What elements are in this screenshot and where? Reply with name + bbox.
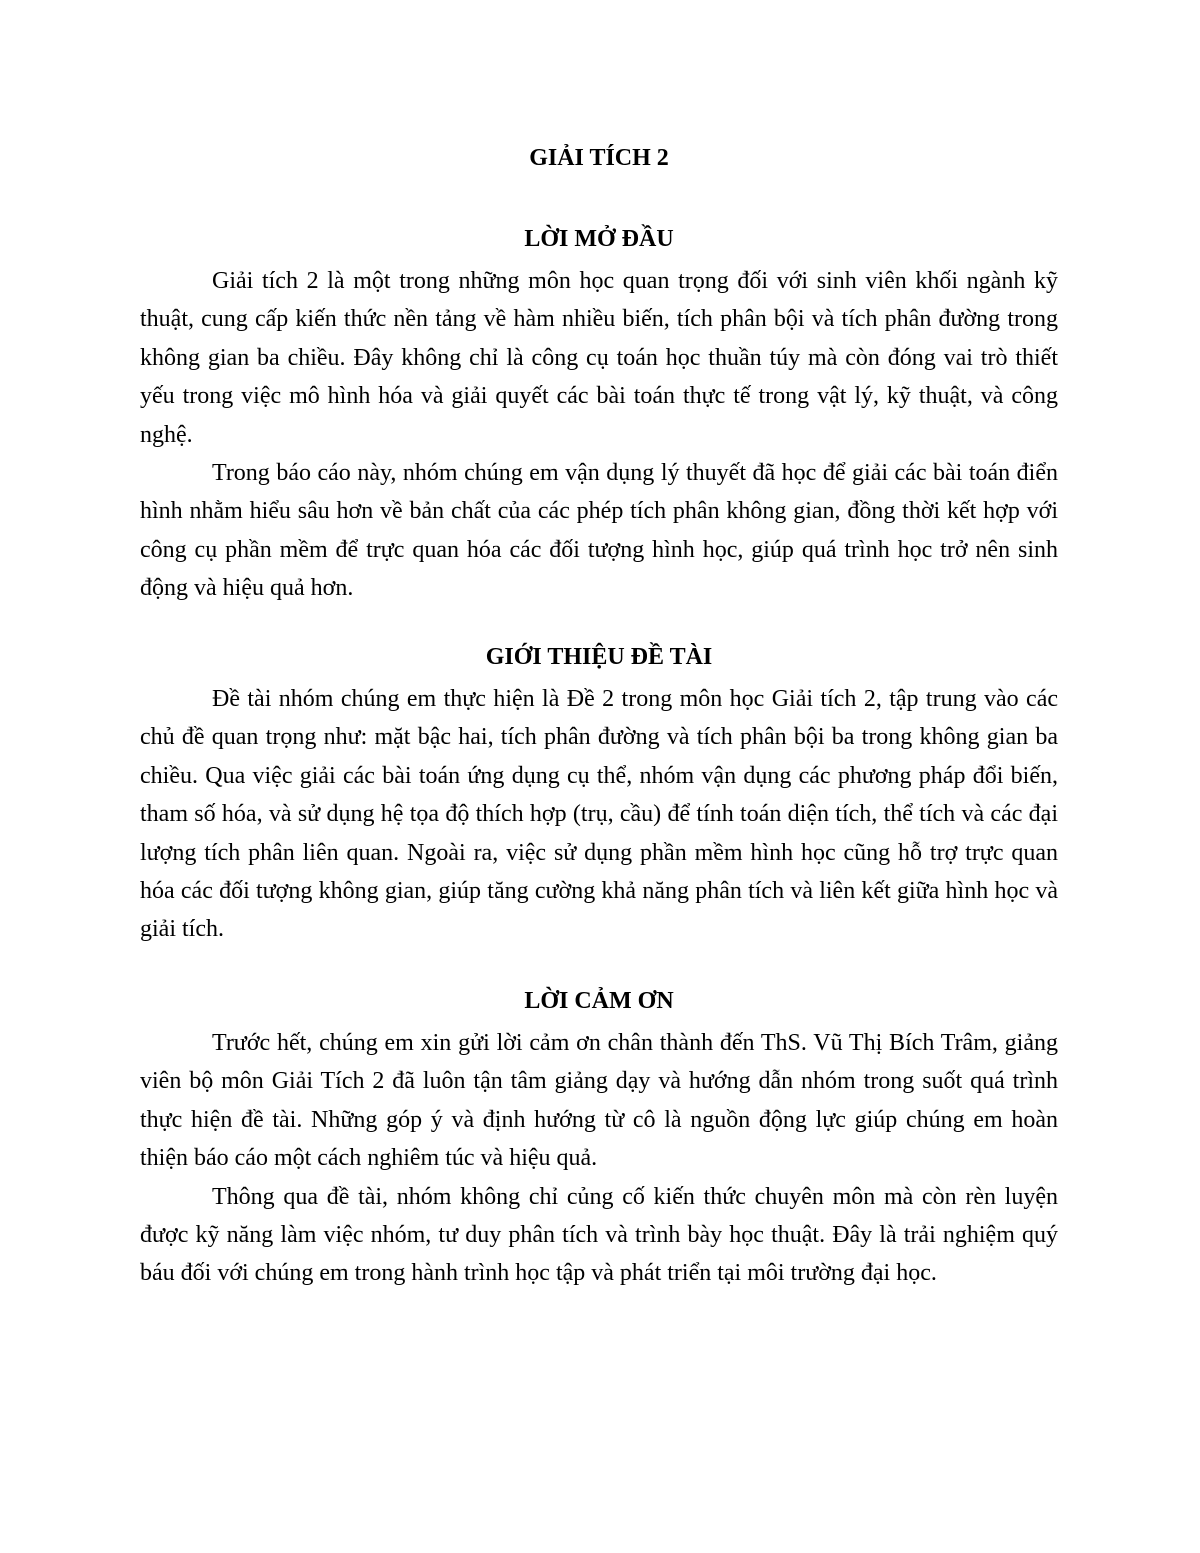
section-heading-topic-overview: GIỚI THIỆU ĐỀ TÀI: [485, 644, 713, 670]
introduction-paragraph-1: Giải tích 2 là một trong những môn học quan trọng đối với sinh viên khối ngành kỹ thuật, cung cấp kiến thức nền tảng về hàm nhiều biến, tích phân bội và tích phân đường trong không gian ba chiều. Đây không chỉ là công cụ toán học thuần túy mà còn đóng vai trò thiết yếu trong việc mô hình hóa và giải quyết các bài toán thực tế trong vật lý, kỹ thuật, và công nghệ.: [140, 268, 1058, 448]
document-title: GIẢI TÍCH 2: [529, 145, 669, 171]
introduction-paragraph-2: Trong báo cáo này, nhóm chúng em vận dụng lý thuyết đã học để giải các bài toán điển hình nhằm hiểu sâu hơn về bản chất của các phép tích phân không gian, đồng thời kết hợp với công cụ phần mềm để trực quan hóa các đối tượng hình học, giúp quá trình học trở nên sinh động và hiệu quả hơn.: [140, 460, 1058, 602]
topic-overview-paragraph-1: Đề tài nhóm chúng em thực hiện là Đề 2 trong môn học Giải tích 2, tập trung vào các chủ đề quan trọng như: mặt bậc hai, tích phân đường và tích phân bội ba trong không gian ba chiều. Qua việc giải các bài toán ứng dụng cụ thể, nhóm vận dụng các phương pháp đổi biến, tham số hóa, và sử dụng hệ tọa độ thích hợp (trụ, cầu) để tính toán diện tích, thể tích và các đại lượng tích phân liên quan. Ngoài ra, việc sử dụng phần mềm hình học cũng hỗ trợ trực quan hóa các đối tượng không gian, giúp tăng cường khả năng phân tích và liên kết giữa hình học và giải tích.: [140, 686, 1058, 943]
acknowledgements-paragraph-2: Thông qua đề tài, nhóm không chỉ củng cố kiến thức chuyên môn mà còn rèn luyện được kỹ năng làm việc nhóm, tư duy phân tích và trình bày học thuật. Đây là trải nghiệm quý báu đối với chúng em trong hành trình học tập và phát triển tại môi trường đại học.: [140, 1183, 1058, 1287]
acknowledgements-paragraph-1: Trước hết, chúng em xin gửi lời cảm ơn chân thành đến ThS. Vũ Thị Bích Trâm, giảng viên bộ môn Giải Tích 2 đã luôn tận tâm giảng dạy và hướng dẫn nhóm trong suốt quá trình thực hiện đề tài. Những góp ý và định hướng từ cô là nguồn động lực giúp chúng em hoàn thiện báo cáo một cách nghiêm túc và hiệu quả.: [140, 1030, 1058, 1172]
section-acknowledgements: [140, 986, 1058, 1293]
section-heading-introduction: LỜI MỞ ĐẦU: [524, 226, 674, 252]
section-introduction: [140, 224, 1058, 608]
section-topic-overview: [140, 642, 1058, 949]
section-heading-acknowledgements: LỜI CẢM ƠN: [524, 988, 674, 1014]
